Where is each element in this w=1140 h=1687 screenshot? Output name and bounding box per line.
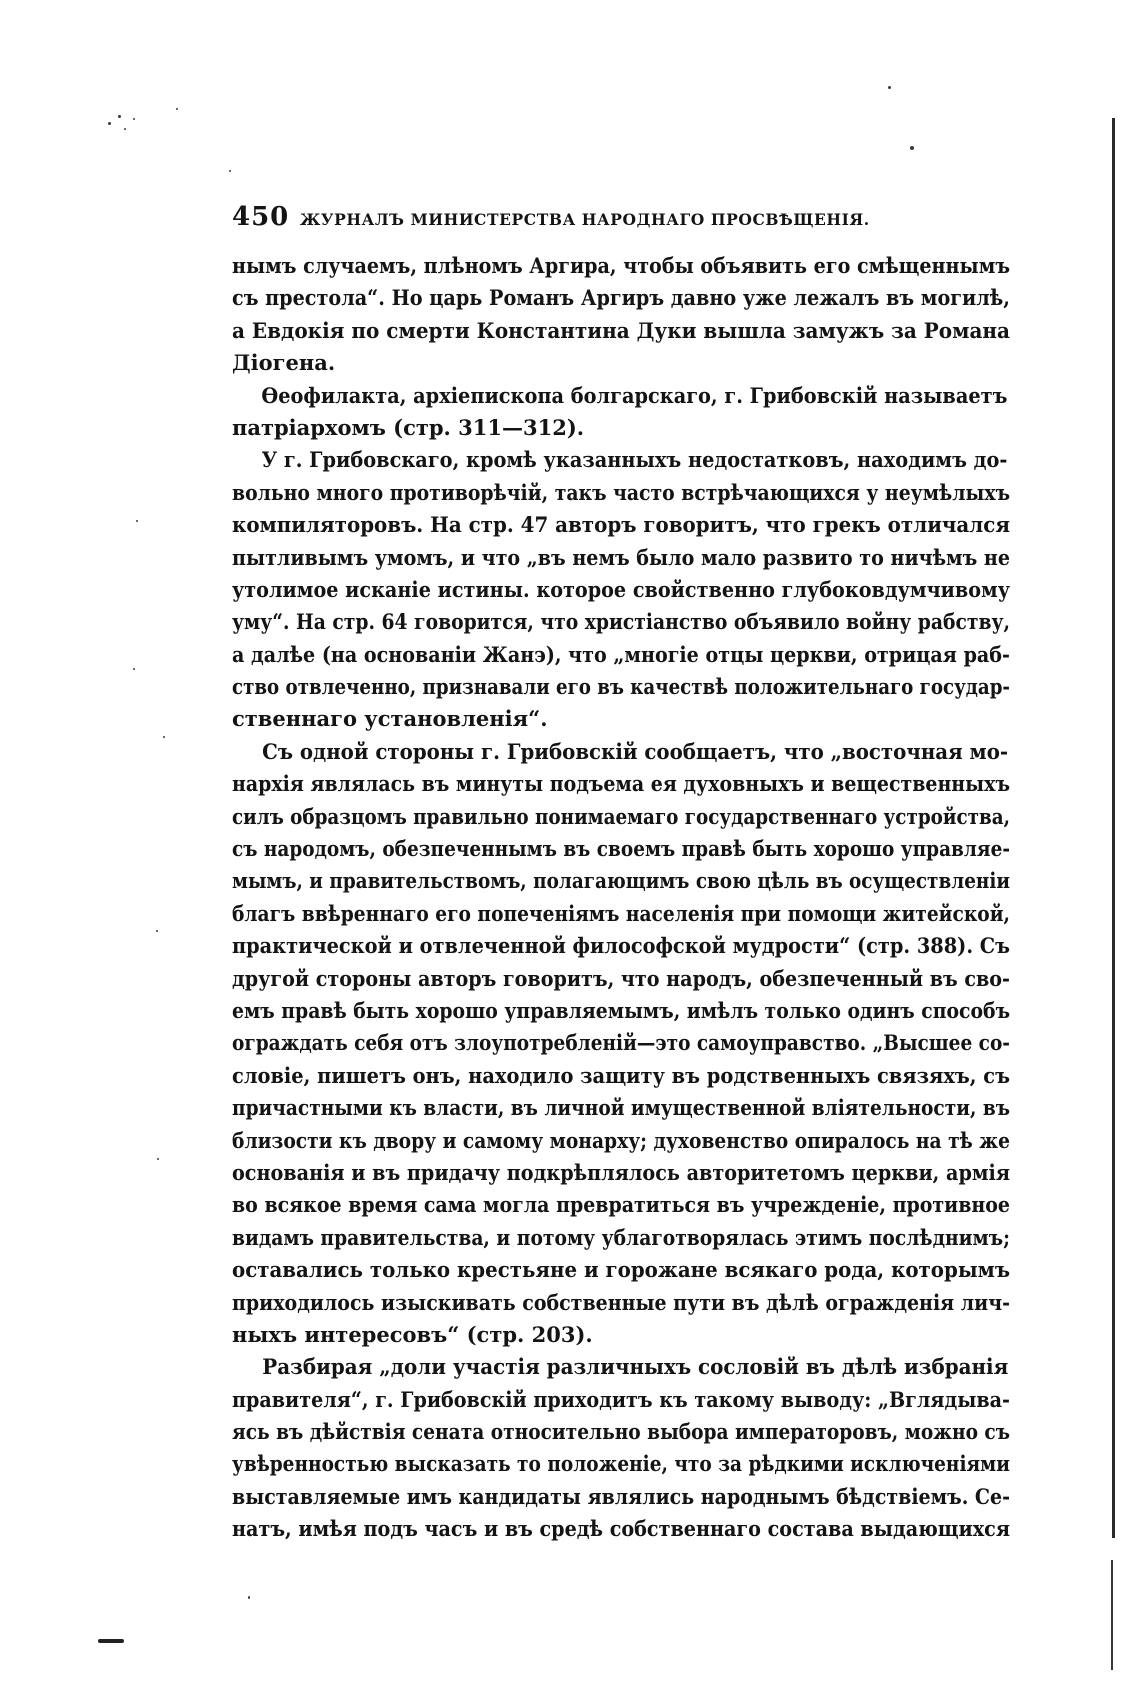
page-header	[232, 200, 1012, 240]
text-line: уму“. На стр. 64 говорится, что христіанство объявило войну рабству,	[232, 609, 1010, 635]
scan-speck	[124, 128, 126, 130]
text-line: оставались только крестьяне и горожане всякаго рода, которымъ	[232, 1257, 1010, 1283]
scan-speck	[118, 115, 121, 118]
scan-speck	[229, 170, 231, 172]
text-line: другой стороны авторъ говоритъ, что народъ, обезпеченный въ сво-	[232, 965, 1010, 991]
page-number: 450	[232, 202, 290, 232]
text-line: натъ, имѣя подъ часъ и въ средѣ собственнаго состава выдающихся	[232, 1516, 1010, 1542]
text-line: увѣренностью высказать то положеніе, что за рѣдкими исключеніями	[232, 1451, 1010, 1477]
text-line: во всякое время сама могла превратиться въ учрежденіе, противное	[232, 1192, 1010, 1218]
text-line: мымъ, и правительствомъ, полагающимъ свою цѣль въ осуществленіи	[232, 868, 1010, 894]
scan-speck	[910, 146, 914, 150]
text-line: ныхъ интересовъ“ (стр. 203).	[232, 1321, 593, 1347]
text-line: причастными къ власти, въ личной имущественной вліятельности, въ	[232, 1095, 1010, 1121]
text-line: ограждать себя отъ злоупотребленій—это самоуправство. „Высшее со-	[232, 1030, 1010, 1056]
text-line: Діогена.	[232, 350, 336, 376]
page-edge-line	[1111, 1560, 1113, 1670]
text-line: основанія и въ придачу подкрѣплялось авторитетомъ церкви, армія	[232, 1159, 1010, 1185]
text-line: съ престола“. Но царь Романъ Аргиръ давно уже лежалъ въ могилѣ,	[232, 285, 1010, 311]
text-line: У г. Грибовскаго, кромѣ указанныхъ недостатковъ, находимъ до-	[261, 447, 1008, 473]
text-line: утолимое исканіе истины. которое свойственно глубоковдумчивому	[232, 576, 1010, 602]
text-line: емъ правѣ быть хорошо управляемымъ, имѣлъ только одинъ способъ	[232, 997, 1010, 1023]
scan-speck	[133, 668, 135, 670]
text-line: практической и отвлеченной философской мудрости“ (стр. 388). Съ	[232, 933, 1010, 959]
scan-speck	[156, 930, 158, 932]
text-line: а далѣе (на основаніи Жанэ), что „многіе отцы церкви, отрицая раб-	[232, 641, 1010, 667]
text-line: правителя“, г. Грибовскій приходитъ къ такому выводу: „Вглядыва-	[232, 1386, 1010, 1412]
text-line: Съ одной стороны г. Грибовскій сообщаетъ, что „восточная мо-	[262, 738, 1009, 764]
text-line: ство отвлеченно, признавали его въ качествѣ положительнаго государ-	[232, 674, 1010, 700]
text-line: ственнаго установленія“.	[232, 706, 548, 732]
text-line: Ѳеофилакта, архіепископа болгарскаго, г. Грибовскій называетъ	[261, 382, 1008, 408]
text-line: компиляторовъ. На стр. 47 авторъ говоритъ, что грекъ отличался	[232, 512, 1010, 538]
running-title: ЖУРНАЛЪ МИНИСТЕРСТВА НАРОДНАГО ПРОСВѢЩЕНІЯ.	[300, 210, 870, 229]
text-line: Разбирая „доли участія различныхъ сословій въ дѣлѣ избранія	[262, 1354, 1009, 1380]
scan-speck	[163, 736, 165, 738]
text-line: благъ ввѣреннаго его попеченіямъ населенія при помощи житейской,	[232, 900, 1010, 926]
text-line: вольно много противорѣчій, такъ часто встрѣчающихся у неумѣлыхъ	[232, 479, 1010, 505]
text-line: силъ образцомъ правильно понимаемаго государственнаго устройства,	[232, 803, 1010, 829]
scan-speck	[157, 1158, 159, 1160]
text-line: нымъ случаемъ, плѣномъ Аргира, чтобы объявить его смѣщеннымъ	[232, 253, 1010, 278]
text-line: ясь въ дѣйствія сената относительно выбора императоровъ, можно съ	[232, 1419, 1010, 1445]
text-line: приходилось изыскивать собственные пути въ дѣлѣ огражденія лич-	[232, 1289, 1010, 1315]
scan-speck	[176, 108, 178, 110]
text-line: нархія являлась въ минуты подъема ея духовныхъ и вещественныхъ	[232, 771, 1010, 797]
text-line: а Евдокія по смерти Константина Дуки вышла замужъ за Романа	[232, 317, 1010, 343]
scan-speck	[136, 520, 138, 522]
text-line: близости къ двору и самому монарху; духовенство опиралось на тѣ же	[232, 1127, 1010, 1153]
text-line: пытливымъ умомъ, и что „въ немъ было мало развито то ничѣмъ не	[232, 544, 1010, 570]
scan-speck	[248, 1596, 250, 1599]
body-text	[232, 250, 1010, 1546]
text-line: патріархомъ (стр. 311—312).	[232, 414, 585, 440]
margin-mark	[98, 1639, 124, 1643]
scan-speck	[108, 122, 111, 125]
scan-speck	[133, 118, 135, 120]
scan-speck	[888, 86, 891, 89]
text-line: видамъ правительства, и потому ублаготворялась этимъ послѣднимъ;	[232, 1224, 1010, 1250]
page-edge-line	[1112, 118, 1115, 1538]
text-line: выставляемые имъ кандидаты являлись народнымъ бѣдствіемъ. Се-	[232, 1483, 1010, 1509]
text-line: словіе, пишетъ онъ, находило защиту въ родственныхъ связяхъ, съ	[232, 1062, 1010, 1088]
text-line: съ народомъ, обезпеченнымъ въ своемъ правѣ быть хорошо управляе-	[232, 836, 1010, 862]
